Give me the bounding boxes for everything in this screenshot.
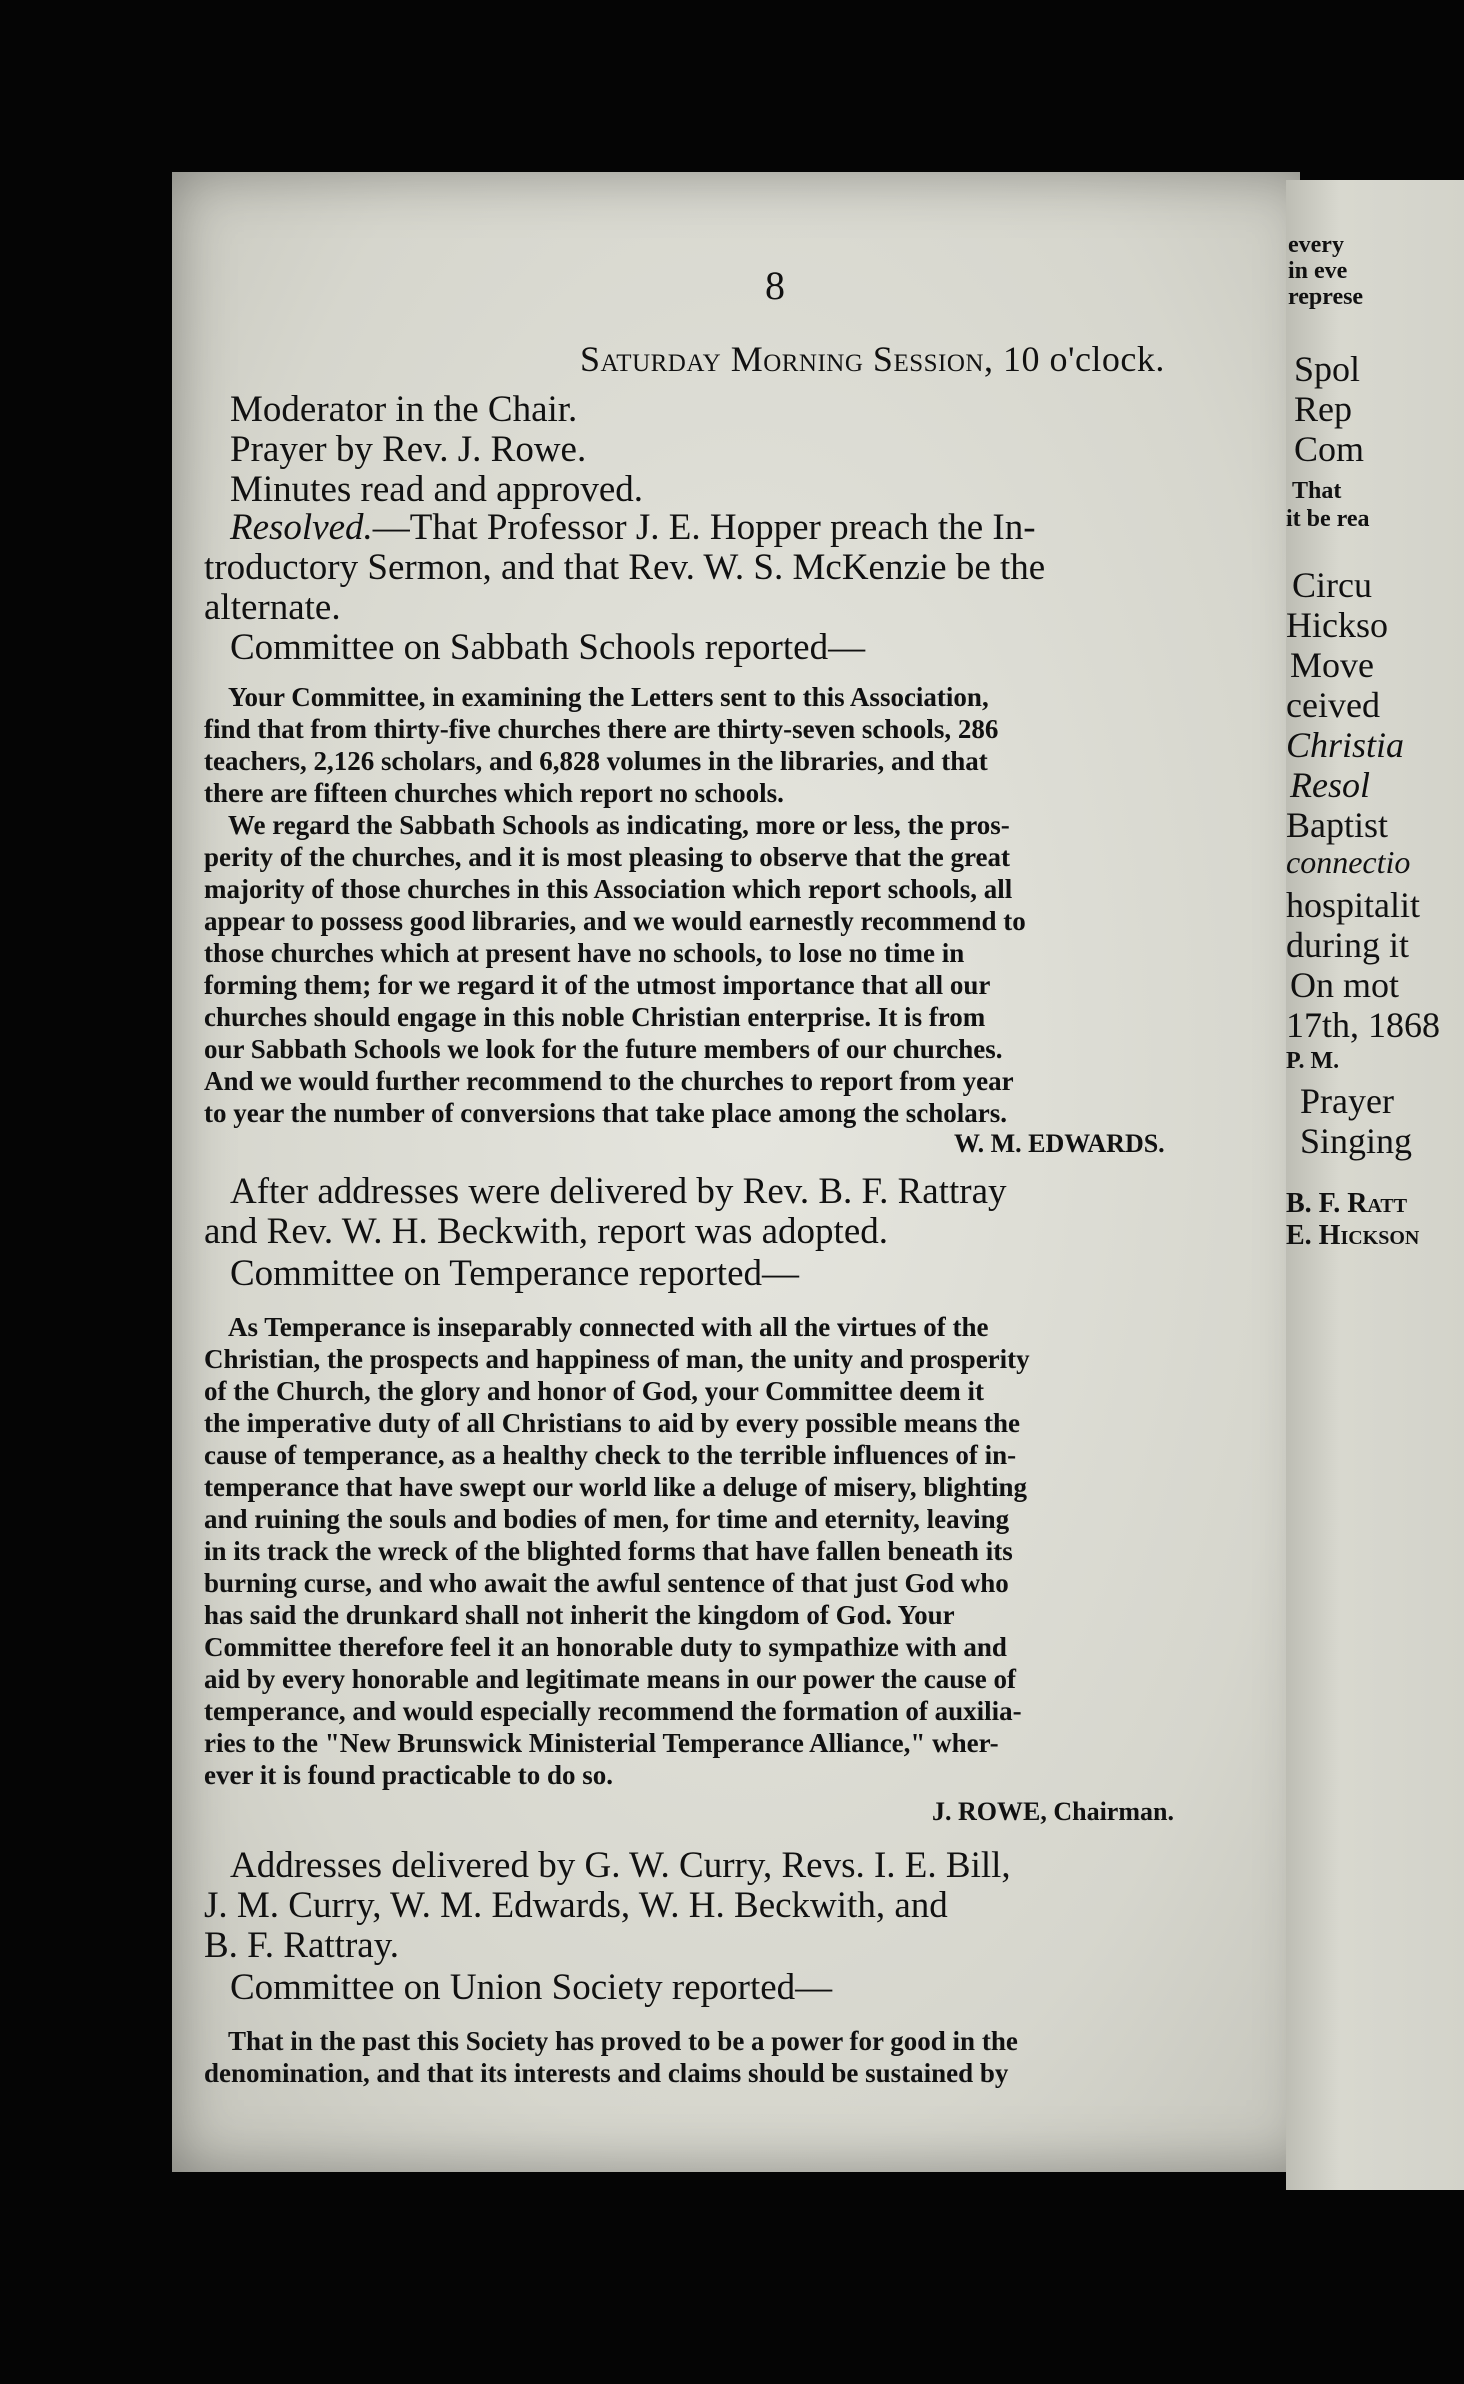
temperance-report-line: of the Church, the glory and honor of God, your Committee deem it — [204, 1376, 984, 1406]
union-report-line: That in the past this Society has proved to be a power for good in the — [228, 2026, 1018, 2056]
temperance-report-line: temperance, and would especially recommend the formation of auxilia- — [204, 1696, 1022, 1726]
right-fragment: in eve — [1288, 258, 1348, 284]
right-fragment: Prayer — [1300, 1081, 1394, 1121]
right-fragment: Christia — [1286, 725, 1405, 765]
right-fragment: hospitalit — [1286, 885, 1420, 925]
session-heading — [580, 338, 1165, 380]
right-fragment: Com — [1294, 429, 1365, 469]
sabbath-report-line: forming them; for we regard it of the utmost importance that all our — [204, 970, 991, 1000]
adjacent-page-fragment — [1286, 180, 1464, 2190]
session-heading-session: Session, — [872, 339, 994, 379]
opening-line-prayer: Prayer by Rev. J. Rowe. — [230, 429, 587, 470]
temperance-after-line-3: B. F. Rattray. — [204, 1925, 400, 1966]
resolved-line-2: troductory Sermon, and that Rev. W. S. McKenzie be the — [204, 547, 1046, 588]
right-fragment: Spol — [1294, 349, 1361, 389]
sabbath-report-line: those churches which at present have no schools, to lose no time in — [204, 938, 965, 968]
temperance-report-line: Committee therefore feel it an honorable duty to sympathize with and — [204, 1632, 1007, 1662]
session-heading-day: Saturday — [580, 339, 722, 379]
resolved-text-1: —That Professor J. E. Hopper preach the In- — [372, 507, 1036, 548]
sabbath-report-line: majority of those churches in this Association which report schools, all — [204, 874, 1013, 904]
sabbath-report-line: there are fifteen churches which report no schools. — [204, 778, 784, 808]
sabbath-heading: Committee on Sabbath Schools reported— — [230, 627, 866, 668]
temperance-report-line: has said the drunkard shall not inherit the kingdom of God. Your — [204, 1600, 955, 1630]
sabbath-report-line: And we would further recommend to the churches to report from year — [204, 1066, 1014, 1096]
right-fragment: Hickso — [1286, 605, 1388, 645]
sabbath-report-line: to year the number of conversions that take place among the scholars. — [204, 1098, 1007, 1128]
right-fragment: On mot — [1290, 965, 1400, 1005]
temperance-after-line-1: Addresses delivered by G. W. Curry, Revs. I. E. Bill, — [230, 1845, 1011, 1886]
sabbath-after-line-2: and Rev. W. H. Beckwith, report was adopted. — [204, 1211, 889, 1252]
right-fragment: connectio — [1286, 844, 1411, 880]
temperance-report-line: As Temperance is inseparably connected with all the virtues of the — [228, 1312, 989, 1342]
opening-line-minutes: Minutes read and approved. — [230, 469, 644, 510]
right-fragment: E. Hickson — [1286, 1220, 1420, 1251]
temperance-after-line-2: J. M. Curry, W. M. Edwards, W. H. Beckwith, and — [204, 1885, 948, 1926]
right-fragment: P. M. — [1286, 1048, 1340, 1074]
sabbath-report-line: our Sabbath Schools we look for the future members of our churches. — [204, 1034, 1003, 1064]
right-fragment: Circu — [1292, 565, 1372, 605]
sabbath-report-line: appear to possess good libraries, and we would earnestly recommend to — [204, 906, 1026, 936]
temperance-report-line: burning curse, and who await the awful sentence of that just God who — [204, 1568, 1009, 1598]
right-fragment: Baptist — [1286, 805, 1389, 845]
page-number: 8 — [765, 263, 785, 308]
temperance-report-line: Christian, the prospects and happiness of man, the unity and prosperity — [204, 1344, 1030, 1374]
right-fragment: Rep — [1294, 389, 1352, 429]
resolved-line-1 — [230, 508, 1036, 548]
session-heading-hour: 10 o'clock. — [1002, 339, 1165, 379]
temperance-heading: Committee on Temperance reported— — [230, 1253, 800, 1294]
temperance-report-line: ries to the "New Brunswick Ministerial Temperance Alliance," wher- — [204, 1728, 999, 1758]
right-fragment: B. F. Ratt — [1286, 1188, 1408, 1219]
temperance-report-line: and ruining the souls and bodies of men, for time and eternity, leaving — [204, 1504, 1010, 1534]
document-page — [172, 172, 1318, 2172]
right-fragment: ceived — [1286, 685, 1380, 725]
union-report-line: denomination, and that its interests and claims should be sustained by — [204, 2058, 1009, 2088]
resolved-label: Resolved. — [230, 507, 373, 548]
temperance-signature: J. ROWE, Chairman. — [932, 1797, 1174, 1826]
right-fragment: Move — [1290, 645, 1374, 685]
sabbath-report-line: churches should engage in this noble Christian enterprise. It is from — [204, 1002, 986, 1032]
sabbath-report-line: find that from thirty-five churches there are thirty-seven schools, 286 — [204, 714, 999, 744]
sabbath-signature: W. M. EDWARDS. — [954, 1129, 1165, 1158]
sabbath-report-line: We regard the Sabbath Schools as indicating, more or less, the pros- — [228, 810, 1010, 840]
temperance-report-line: aid by every honorable and legitimate means in our power the cause of — [204, 1664, 1016, 1694]
opening-line-moderator: Moderator in the Chair. — [230, 389, 578, 430]
temperance-report-line: ever it is found practicable to do so. — [204, 1760, 613, 1790]
right-fragment: it be rea — [1286, 506, 1370, 532]
sabbath-after-line-1: After addresses were delivered by Rev. B. F. Rattray — [230, 1171, 1007, 1212]
right-fragment: represe — [1288, 284, 1364, 310]
right-fragment: every — [1288, 232, 1344, 258]
sabbath-report-line: perity of the churches, and it is most pleasing to observe that the great — [204, 842, 1010, 872]
temperance-report-line: in its track the wreck of the blighted forms that have fallen beneath its — [204, 1536, 1013, 1566]
right-fragment: during it — [1286, 925, 1409, 965]
right-fragment: Resol — [1290, 765, 1370, 805]
temperance-report-line: cause of temperance, as a healthy check to the terrible influences of in- — [204, 1440, 1017, 1470]
sabbath-report-line: teachers, 2,126 scholars, and 6,828 volumes in the libraries, and that — [204, 746, 988, 776]
resolved-line-3: alternate. — [204, 587, 341, 628]
temperance-report-line: the imperative duty of all Christians to aid by every possible means the — [204, 1408, 1020, 1438]
right-fragment: 17th, 1868 — [1286, 1005, 1441, 1045]
right-fragment: That — [1292, 478, 1342, 504]
temperance-report-line: temperance that have swept our world like a deluge of misery, blighting — [204, 1472, 1027, 1502]
sabbath-report-line: Your Committee, in examining the Letters sent to this Association, — [228, 682, 989, 712]
session-heading-time-of-day: Morning — [730, 339, 864, 379]
right-fragment: Singing — [1300, 1121, 1413, 1161]
union-heading: Committee on Union Society reported— — [230, 1967, 833, 2008]
